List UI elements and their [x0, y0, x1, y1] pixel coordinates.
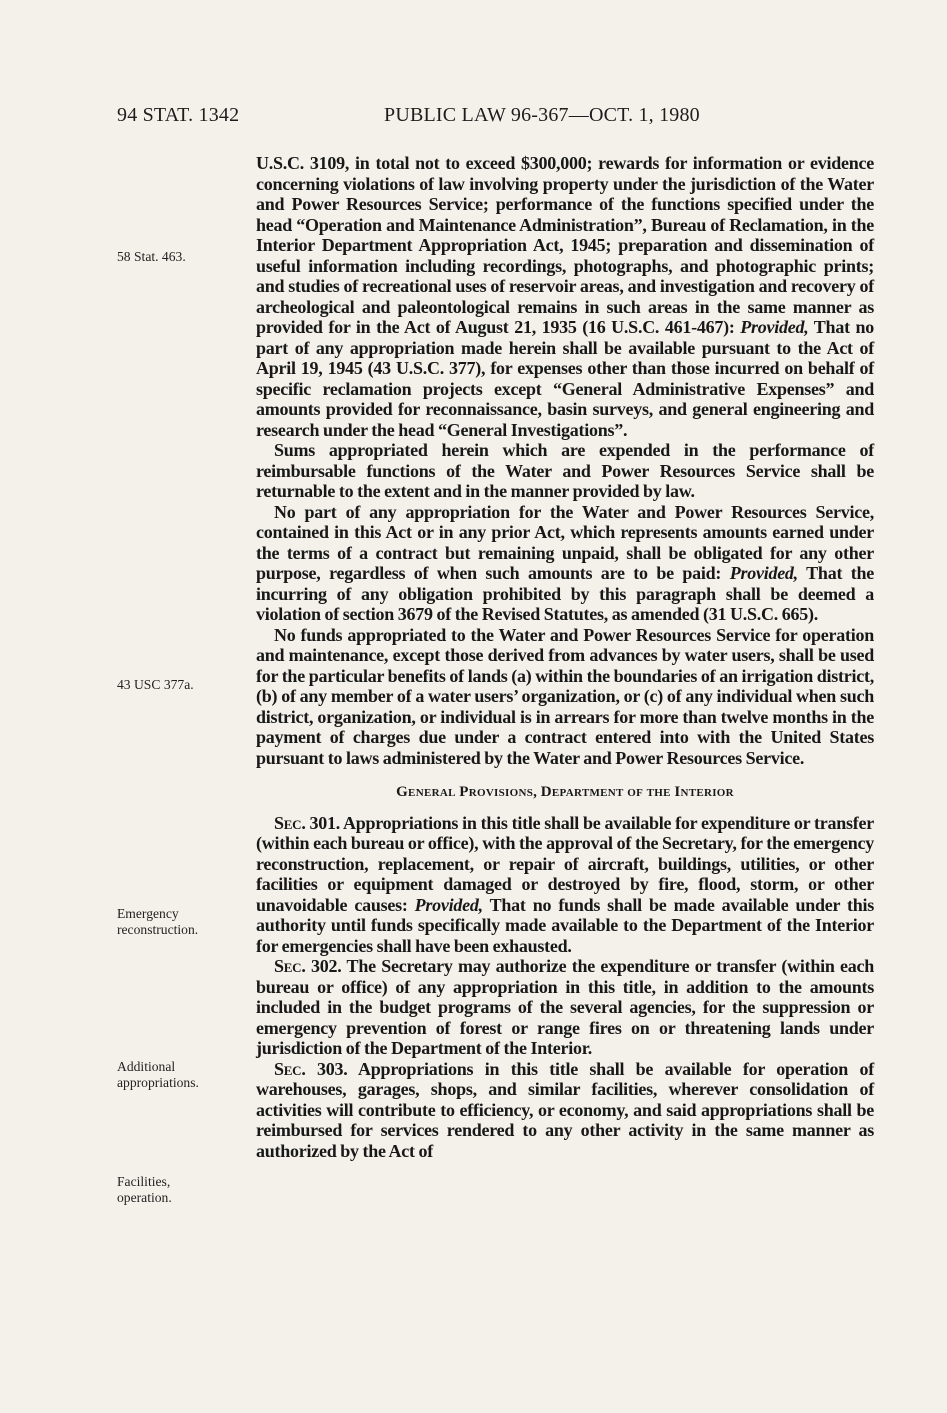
paragraph-3 [256, 502, 874, 625]
margin-note-emergency: Emergency reconstruction. [117, 906, 199, 937]
p1-provided: Provided, [740, 317, 809, 337]
main-text [256, 153, 874, 1161]
paragraph-1 [256, 153, 874, 440]
p1-text-a: U.S.C. 3109, in total not to exceed $300,000; rewards for information or evidence concerning violations of law involving property under the jurisdiction of the Water and Power Resources Service; performance of the functions specified under the head “Operation and Maintenance Administration”, Bureau of Reclamation, in the Interior Department Appropriation Act, 1945; preparation and dissemination of useful information including recordings, photographs, and photographic prints; and studies of recreational uses of reservoir areas, and investigation and recovery of archeological and paleontological remains in such areas in the same manner as provided for in the Act of August 21, 1935 (16 U.S.C. 461-467): [256, 153, 874, 337]
section-302 [256, 956, 874, 1059]
sec-303-text: Appropriations in this title shall be available for operation of warehouses, garages, shops, and similar facilities, wherever consolidation of activities will contribute to efficiency, or economy, and said appropriations shall be reimbursed for services rendered to any other activity in the same manner as authorized by the Act of [256, 1058, 875, 1161]
p3-text-b: That the incurring of any obligation prohibited by this paragraph shall be deemed a violation of section 3679 of the Revised Statutes, as amended (31 U.S.C. 665). [256, 563, 874, 624]
sec-301-text-b: That no funds shall be made available under this authority until funds specifically made available to the Department of the Interior for emergencies shall have been exhausted. [256, 894, 874, 956]
margin-note-58-stat: 58 Stat. 463. [117, 249, 186, 264]
margin-note-facilities: Facilities, operation. [117, 1174, 172, 1205]
section-303 [256, 1059, 874, 1162]
sec-301-provided: Provided, [414, 894, 483, 915]
section-301 [256, 813, 874, 957]
margin-note-43-usc: 43 USC 377a. [117, 677, 194, 692]
page-header [117, 104, 887, 134]
sec-301-label: Sec. 301. [274, 812, 341, 833]
sec-302-label: Sec. 302. [274, 956, 342, 976]
statute-page-number: 94 STAT. 1342 [117, 104, 240, 126]
sec-302-text: The Secretary may authorize the expenditure or transfer (within each bureau or office) of any appropriation in this title, in addition to the amounts included in the budget programs of the several agencies, for the suppression or emergency prevention of forest or range fires on or threatening lands under jurisdiction of the Department of the Interior. [256, 956, 874, 1058]
p3-provided: Provided, [729, 563, 798, 583]
running-head: PUBLIC LAW 96-367—OCT. 1, 1980 [384, 104, 700, 126]
paragraph-2: Sums appropriated herein which are expended in the performance of reimbursable functions of the Water and Power Resources Service shall be returnable to the extent and in the manner provided by law. [256, 440, 874, 501]
sec-301-text-a: Appropriations in this title shall be available for expenditure or transfer (within each bureau or office), with the approval of the Secretary, for the emergency reconstruction, replacement, or repair of aircraft, buildings, utilities, or other facilities or equipment damaged or destroyed by fire, flood, storm, or other unavoidable causes: [256, 812, 874, 915]
p3-text-a: No part of any appropriation for the Water and Power Resources Service, contained in this Act or in any prior Act, which represents amounts earned under the terms of a contract but remaining unpaid, shall be obligated for any other purpose, regardless of when such amounts are to be paid: [256, 501, 874, 583]
section-heading: General Provisions, Department of the Interior [396, 784, 734, 800]
p1-text-b: That no part of any appropriation made herein shall be available pursuant to the Act of April 19, 1945 (43 U.S.C. 377), for expenses other than those incurred on behalf of specific reclamation projects except “General Administrative Expenses” and amounts provided for reconnaissance, basin surveys, and general engineering and research under the head “General Investigations”. [256, 317, 874, 440]
margin-note-additional: Additional appropriations. [117, 1059, 199, 1090]
paragraph-4: No funds appropriated to the Water and Power Resources Service for operation and maintenance, except those derived from advances by water users, shall be used for the particular benefits of lands (a) within the boundaries of an irrigation district, (b) of any member of a water users’ organization, or (c) of any individual when such district, organization, or individual is in arrears for more than twelve months in the payment of charges due under a contract entered into with the United States pursuant to laws administered by the Water and Power Resources Service. [256, 624, 874, 768]
sec-303-label: Sec. 303. [274, 1058, 348, 1079]
